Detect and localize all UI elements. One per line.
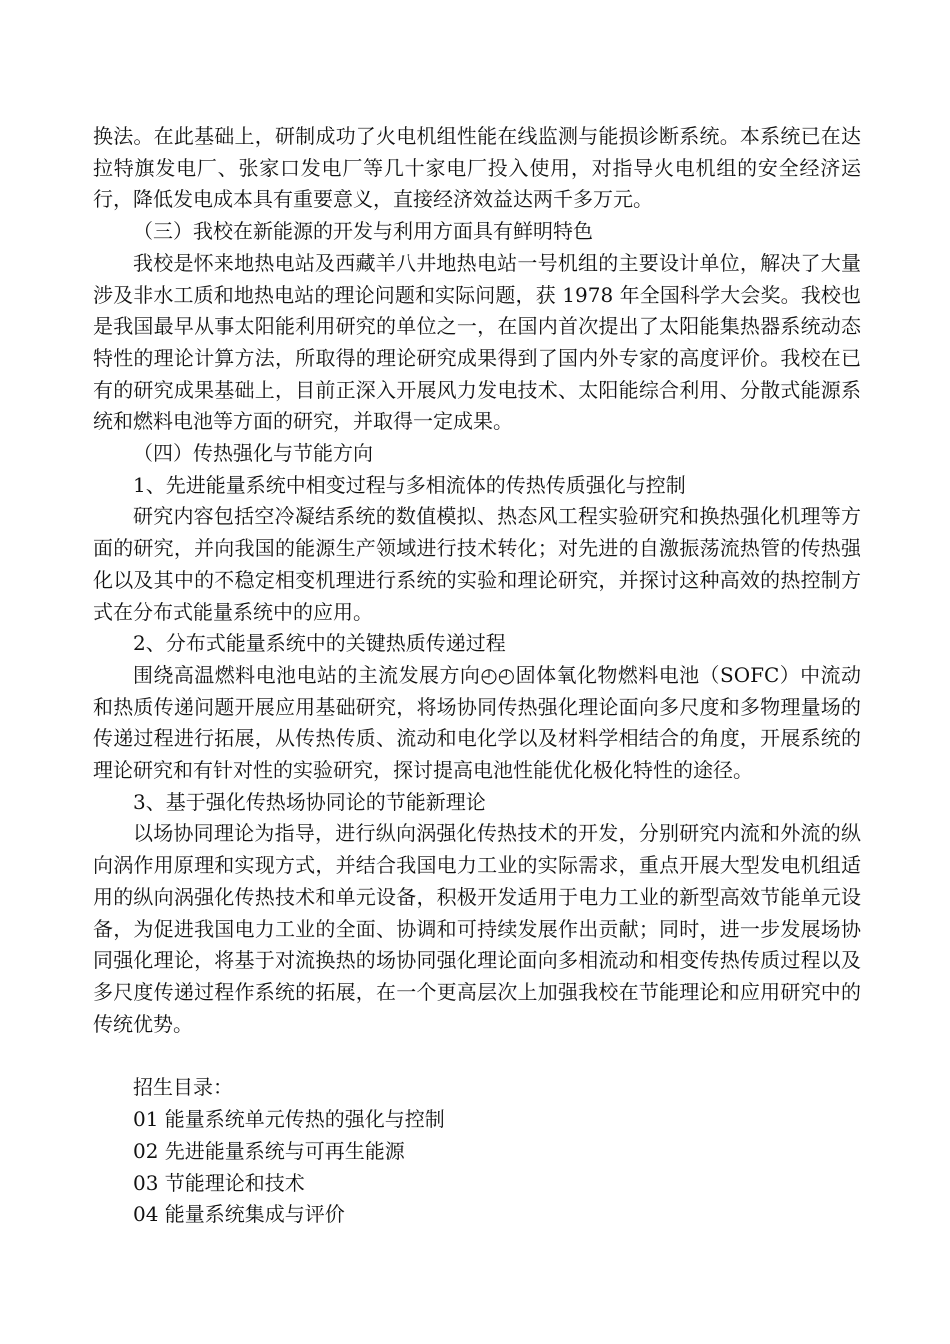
subheading-field-synergy: 3、基于强化传热场协同论的节能新理论 xyxy=(133,789,486,814)
catalog-list xyxy=(93,1104,861,1231)
paragraph-intro-continuation: 换法。在此基础上，研制成功了火电机组性能在线监测与能损诊断系统。本系统已在达拉特旗发电厂、张家口发电厂等几十家电厂投入使用，对指导火电机组的安全经济运行，降低发电成本具有重要意义，直接经济效益达两千多万元。 xyxy=(93,124,861,212)
list-item: 02 先进能量系统与可再生能源 xyxy=(133,1138,405,1163)
list-item: 04 能量系统集成与评价 xyxy=(133,1202,345,1227)
list-item: 03 节能理论和技术 xyxy=(133,1170,305,1195)
subheading-phase-change: 1、先进能量系统中相变过程与多相流体的传热传质强化与控制 xyxy=(133,472,686,497)
document-body xyxy=(93,121,861,1231)
section-spacer xyxy=(93,1040,861,1072)
paragraph-distributed-energy: 围绕高温燃料电池电站的主流发展方向◴◴固体氧化物燃料电池（SOFC）中流动和热质传递问题开展应用基础研究，将场协同传热强化理论面向多尺度和多物理量场的传递过程进行拓展，从传热传质、流动和电化学以及材料学相结合的角度，开展系统的理论研究和有针对性的实验研究，探讨提高电池性能优化极化特性的途径。 xyxy=(93,662,861,783)
paragraph-field-synergy: 以场协同理论为指导，进行纵向涡强化传热技术的开发，分别研究内流和外流的纵向涡作用原理和实现方式，并结合我国电力工业的实际需求，重点开展大型发电机组适用的纵向涡强化传热技术和单元设备，积极开发适用于电力工业的新型高效节能单元设备，为促进我国电力工业的全面、协调和可持续发展作出贡献；同时，进一步发展场协同强化理论，将基于对流换热的场协同强化理论面向多相流动和相变传热传质过程以及多尺度传递过程作系统的拓展，在一个更高层次上加强我校在节能理论和应用研究中的传统优势。 xyxy=(93,821,861,1036)
subheading-distributed-energy: 2、分布式能量系统中的关键热质传递过程 xyxy=(133,631,506,656)
paragraph-phase-change: 研究内容包括空冷凝结系统的数值模拟、热态风工程实验研究和换热强化机理等方面的研究，并向我国的能源生产领域进行技术转化；对先进的自激振荡流热管的传热强化以及其中的不稳定相变机理进行系统的实验和理论研究，并探讨这种高效的热控制方式在分布式能量系统中的应用。 xyxy=(93,504,861,624)
catalog-title: 招生目录： xyxy=(133,1075,233,1100)
section-heading-heat-transfer: （四）传热强化与节能方向 xyxy=(133,441,373,466)
list-item: 01 能量系统单元传热的强化与控制 xyxy=(133,1107,445,1132)
paragraph-new-energy: 我校是怀来地热电站及西藏羊八井地热电站一号机组的主要设计单位，解决了大量涉及非水工质和地热电站的理论问题和实际问题，获 1978 年全国科学大会奖。我校也是我国最早从事太阳能利用研究的单位之一，在国内首次提出了太阳能集热器系统动态特性的理论计算方法，所取得的理论研究成果得到了国内外专家的高度评价。我校在已有的研究成果基础上，目前正深入开展风力发电技术、太阳能综合利用、分散式能源系统和燃料电池等方面的研究，并取得一定成果。 xyxy=(93,250,861,434)
section-heading-new-energy: （三）我校在新能源的开发与利用方面具有鲜明特色 xyxy=(133,219,593,244)
